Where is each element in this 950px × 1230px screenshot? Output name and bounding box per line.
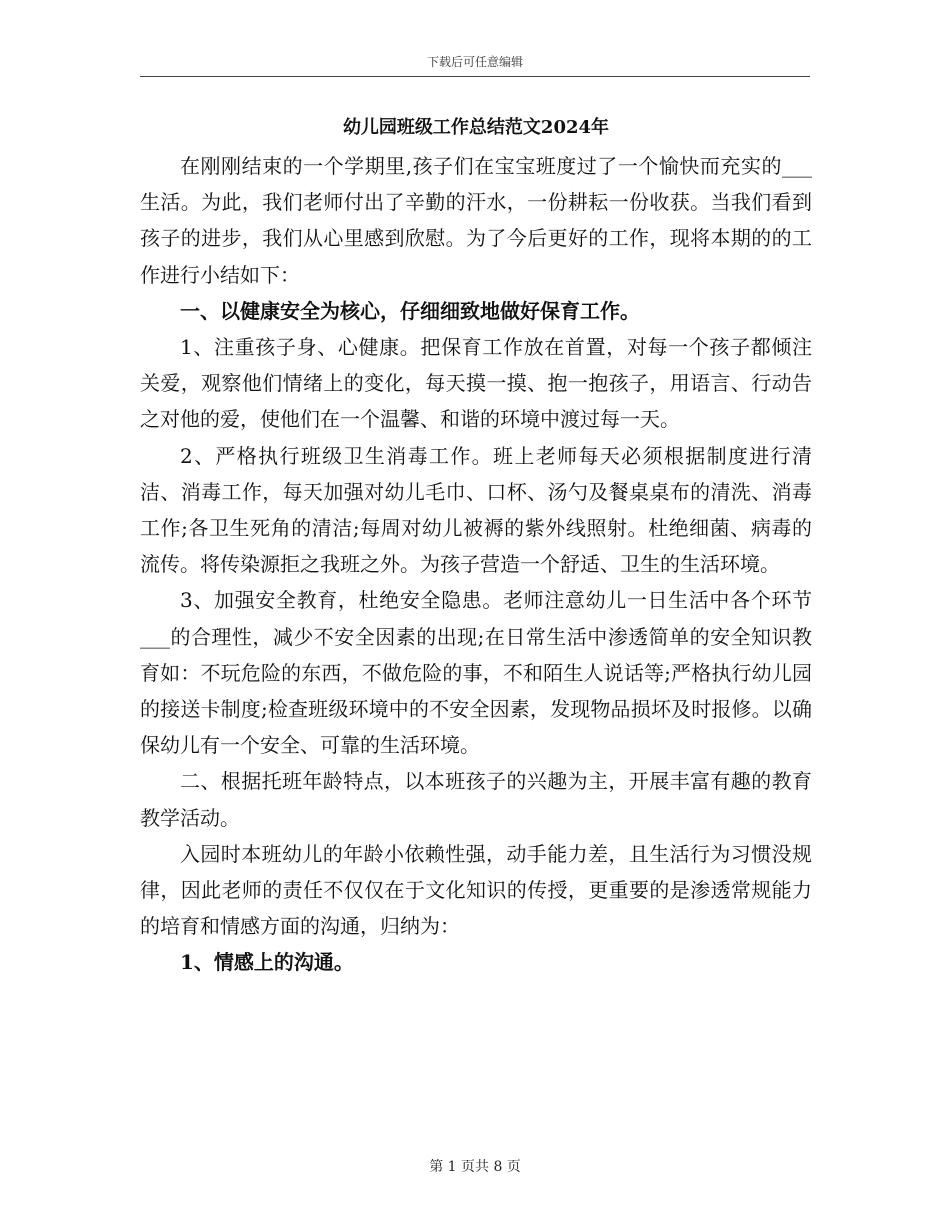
document-body (140, 108, 812, 981)
section-2-paragraph: 入园时本班幼儿的年龄小依赖性强，动手能力差，且生活行为习惯没规律，因此老师的责任不仅仅在于文化知识的传授，更重要的是渗透常规能力的培育和情感方面的沟通，归纳为： (140, 841, 812, 939)
intro-paragraph: 在刚刚结束的一个学期里,孩子们在宝宝班度过了一个愉快而充实的___生活。为此，我们老师付出了辛勤的汗水，一份耕耘一份收获。当我们看到孩子的进步，我们从心里感到欣慰。为了今后更好的工作，现将本期的的工作进行小结如下： (140, 154, 812, 287)
header-note: 下载后可任意编辑 (426, 55, 523, 69)
item-paragraph-1: 1、注重孩子身、心健康。把保育工作放在首置，对每一个孩子都倾注关爱，观察他们情绪上的变化，每天摸一摸、抱一抱孩子，用语言、行动告之对他的爱，使他们在一个温馨、和谐的环境中渡过每一天。 (140, 335, 812, 432)
item-paragraph-3: 3、加强安全教育，杜绝安全隐患。老师注意幼儿一日生活中各个环节___的合理性，减少不安全因素的出现;在日常生活中渗透简单的安全知识教育如：不玩危险的东西，不做危险的事，不和陌生人说话等;严格执行幼儿园的接送卡制度;检查班级环境中的不安全因素，发现物品损坏及时报修。以确保幼儿有一个安全、可靠的生活环境。 (140, 588, 812, 758)
section-heading-1: 一、以健康安全为核心，仔细细致地做好保育工作。 (180, 298, 640, 323)
subsection-heading-1: 1、情感上的沟通。 (180, 950, 354, 975)
document-title: 幼儿园班级工作总结范文2024年 (342, 117, 610, 138)
page-number: 第 1 页共 8 页 (429, 1159, 521, 1175)
item-paragraph-2: 2、严格执行班级卫生消毒工作。班上老师每天必须根据制度进行清洁、消毒工作，每天加强对幼儿毛巾、口杯、汤勺及餐桌桌布的清洗、消毒工作;各卫生死角的清洁;每周对幼儿被褥的紫外线照射。杜绝细菌、病毒的流传。将传染源拒之我班之外。为孩子营造一个舒适、卫生的生活环境。 (140, 443, 812, 577)
header-divider (140, 76, 810, 77)
section-heading-2: 二、根据托班年龄特点，以本班孩子的兴趣为主，开展丰富有趣的教育教学活动。 (140, 769, 812, 830)
